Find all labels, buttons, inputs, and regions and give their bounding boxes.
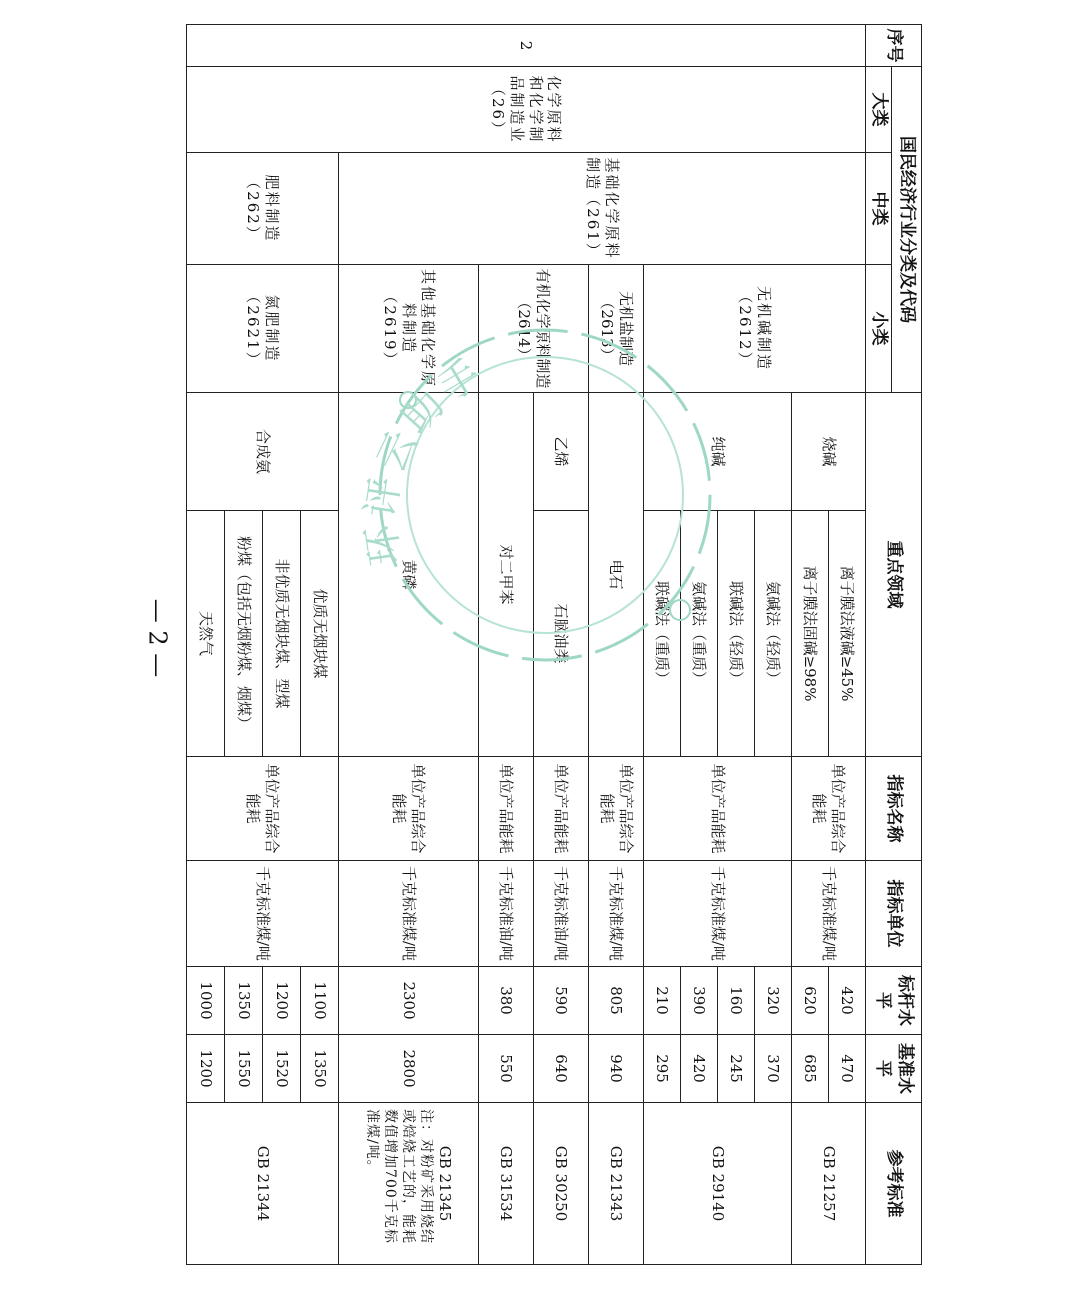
baseline-value: 1200: [187, 1035, 225, 1103]
row-seq: 2: [187, 25, 866, 67]
benchmark-value: 420: [829, 967, 866, 1035]
group-caustic: 烧碱: [792, 393, 866, 511]
sub-soda-2: 联碱法（轻质）: [718, 511, 755, 757]
sub-caustic-liquid: 离子膜法液碱≥45%: [829, 511, 866, 757]
header-key-area: 重点领域: [866, 393, 922, 757]
watermark-text: 环评云助手: [357, 349, 492, 569]
minor-category-2621: 氮肥制造（2621）: [187, 265, 339, 393]
rotated-page: [192, 24, 922, 1264]
header-minor: 小类: [866, 265, 892, 393]
benchmark-value: 390: [681, 967, 718, 1035]
indicator-calcium-carbide: 单位产品综合能耗: [589, 757, 644, 861]
ref-soda: GB 29140: [644, 1103, 792, 1265]
header-major: 大类: [866, 67, 892, 153]
benchmark-value: 1350: [225, 967, 263, 1035]
page-number: — 2 —: [143, 598, 172, 678]
ref-px: GB 31534: [479, 1103, 534, 1265]
sub-naphtha: 石脑油类: [534, 511, 589, 757]
header-indicator-name: 指标名称: [866, 757, 922, 861]
indicator-soda: 单位产品能耗: [644, 757, 792, 861]
medium-category-261: 基础化学原料制造（261）: [339, 153, 866, 265]
baseline-value: 685: [792, 1035, 829, 1103]
ref-phosphorus-note: 注：对粉矿采用烧结或焙烧工艺的，能耗数值增加700千克标准煤/吨。: [363, 1109, 435, 1245]
unit-px: 千克标准油/吨: [479, 861, 534, 967]
benchmark-value: 620: [792, 967, 829, 1035]
baseline-value: 420: [681, 1035, 718, 1103]
baseline-value: 940: [589, 1035, 644, 1103]
benchmark-value: 2300: [339, 967, 479, 1035]
benchmark-value: 1000: [187, 967, 225, 1035]
indicator-ammonia: 单位产品综合能耗: [187, 757, 339, 861]
minor-category-2619: 其他基础化学原料制造（2619）: [339, 265, 479, 393]
group-ethylene: 乙烯: [534, 393, 589, 511]
unit-caustic: 千克标准煤/吨: [792, 861, 866, 967]
sub-soda-3: 氨碱法（重质）: [681, 511, 718, 757]
baseline-value: 2800: [339, 1035, 479, 1103]
header-baseline: 基准水平: [866, 1035, 922, 1103]
indicator-caustic: 单位产品综合能耗: [792, 757, 866, 861]
header-reference: 参考标准: [866, 1103, 922, 1265]
indicator-px: 单位产品能耗: [479, 757, 534, 861]
ref-caustic: GB 21257: [792, 1103, 866, 1265]
header-classification: 国民经济行业分类及代码: [892, 67, 922, 393]
baseline-value: 550: [479, 1035, 534, 1103]
baseline-value: 1550: [225, 1035, 263, 1103]
major-category: 化学原料和化学制品制造业（26）: [187, 67, 866, 153]
baseline-value: 295: [644, 1035, 681, 1103]
header-seq: 序号: [866, 25, 922, 67]
benchmark-value: 1200: [263, 967, 301, 1035]
ref-phosphorus: [339, 1103, 479, 1265]
benchmark-value: 320: [755, 967, 792, 1035]
minor-category-2612: 无机碱制造（2612）: [644, 265, 866, 393]
ref-ethylene: GB 30250: [534, 1103, 589, 1265]
ref-calcium-carbide: GB 21343: [589, 1103, 644, 1265]
ref-ammonia: GB 21344: [187, 1103, 339, 1265]
sub-soda-4: 联碱法（重质）: [644, 511, 681, 757]
unit-phosphorus: 千克标准煤/吨: [339, 861, 479, 967]
energy-benchmark-table: [186, 24, 922, 1265]
baseline-value: 245: [718, 1035, 755, 1103]
baseline-value: 470: [829, 1035, 866, 1103]
benchmark-value: 380: [479, 967, 534, 1035]
indicator-phosphorus: 单位产品综合能耗: [339, 757, 479, 861]
minor-category-2613: 无机盐制造（2613）: [589, 265, 644, 393]
sub-calcium-carbide: 电石: [589, 393, 644, 757]
header-indicator-unit: 指标单位: [866, 861, 922, 967]
unit-soda: 千克标准煤/吨: [644, 861, 792, 967]
sub-yellow-phosphorus: 黄磷: [339, 393, 479, 757]
sub-ammonia-1: 优质无烟块煤: [301, 511, 339, 757]
benchmark-value: 805: [589, 967, 644, 1035]
sub-ammonia-4: 天然气: [187, 511, 225, 757]
sub-ammonia-3: 粉煤（包括无烟粉煤、烟煤）: [225, 511, 263, 757]
baseline-value: 1350: [301, 1035, 339, 1103]
benchmark-value: 160: [718, 967, 755, 1035]
unit-ammonia: 千克标准煤/吨: [187, 861, 339, 967]
header-benchmark: 标杆水平: [866, 967, 922, 1035]
benchmark-value: 210: [644, 967, 681, 1035]
sub-ammonia-2: 非优质无烟块煤、型煤: [263, 511, 301, 757]
group-soda: 纯碱: [644, 393, 792, 511]
baseline-value: 370: [755, 1035, 792, 1103]
unit-ethylene: 千克标准油/吨: [534, 861, 589, 967]
sub-soda-1: 氨碱法（轻质）: [755, 511, 792, 757]
ref-phosphorus-code: GB 21345: [436, 1145, 455, 1222]
group-ammonia: 合成氨: [187, 393, 339, 511]
benchmark-value: 590: [534, 967, 589, 1035]
minor-category-2614: 有机化学原料制造（2614）: [479, 265, 589, 393]
header-medium: 中类: [866, 153, 892, 265]
baseline-value: 1520: [263, 1035, 301, 1103]
sub-px: 对二甲苯: [479, 393, 534, 757]
medium-category-262: 肥料制造（262）: [187, 153, 339, 265]
indicator-ethylene: 单位产品能耗: [534, 757, 589, 861]
baseline-value: 640: [534, 1035, 589, 1103]
benchmark-value: 1100: [301, 967, 339, 1035]
unit-calcium-carbide: 千克标准煤/吨: [589, 861, 644, 967]
sub-caustic-solid: 离子膜法固碱≥98%: [792, 511, 829, 757]
